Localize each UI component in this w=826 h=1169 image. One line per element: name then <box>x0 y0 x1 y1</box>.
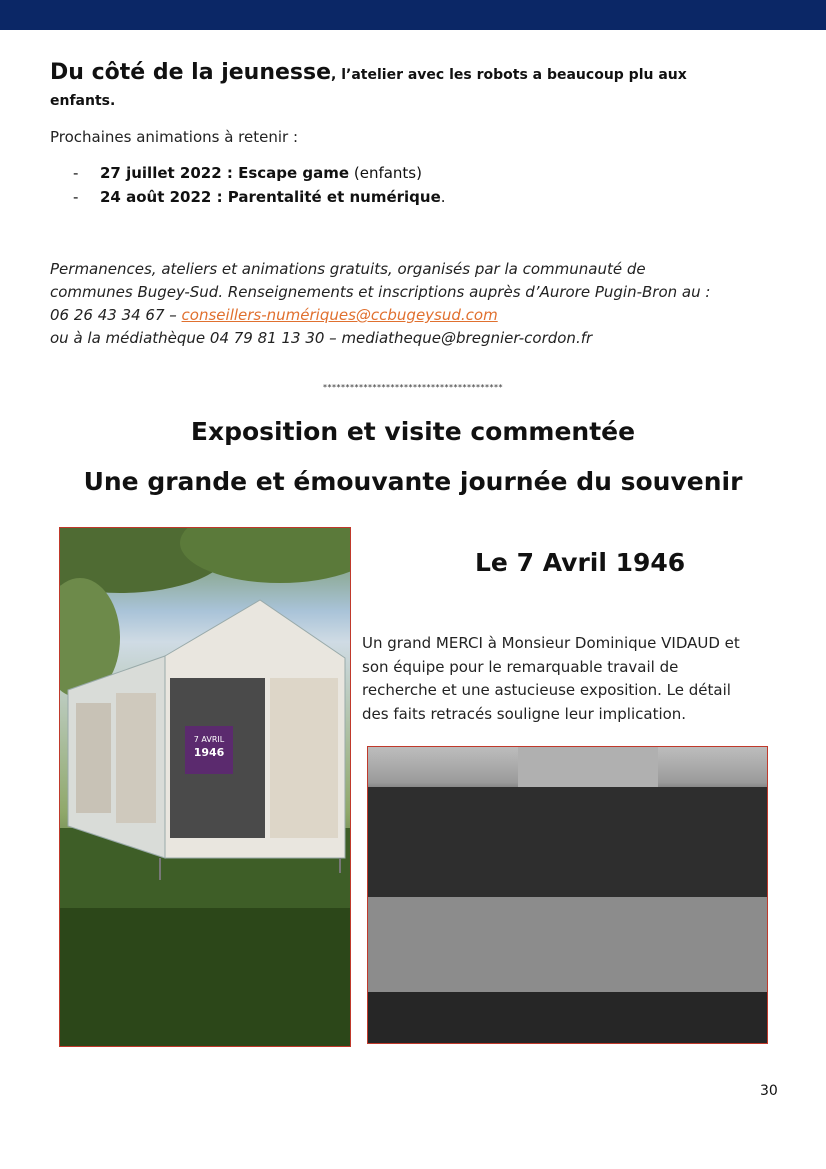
historical-photo <box>367 746 768 1044</box>
permanences-contact-line <box>50 304 790 327</box>
exhibit-panel-line2: 1946 <box>193 746 225 759</box>
permanences-line: ou à la médiathèque 04 79 81 13 30 – mediatheque@bregnier-cordon.fr <box>50 329 593 347</box>
event-date-title: 27 juillet 2022 : Escape game <box>100 164 350 182</box>
event-date-title: 24 août 2022 : Parentalité et numérique <box>100 188 441 206</box>
merci-line: Un grand MERCI à Monsieur Dominique VIDAUD et <box>362 634 740 652</box>
list-item <box>50 186 446 210</box>
exposition-date: Le 7 Avril 1946 <box>475 548 686 577</box>
list-item <box>50 162 446 186</box>
email-link[interactable]: conseillers-numériques@ccbugeysud.com <box>181 306 498 324</box>
upcoming-label: Prochaines animations à retenir : <box>50 128 299 146</box>
permanences-line: communes Bugey-Sud. Renseignements et inscriptions auprès d’Aurore Pugin-Bron au : <box>50 283 711 301</box>
events-list <box>50 162 446 210</box>
exposition-title: Exposition et visite commentée <box>190 417 636 446</box>
permanences-paragraph <box>50 258 790 350</box>
intro-heading <box>50 58 790 90</box>
list-dash: - <box>73 164 79 182</box>
merci-paragraph <box>362 632 782 726</box>
exhibit-panel-line1: 7 AVRIL <box>193 735 225 744</box>
intro-heading-rest: , l’atelier avec les robots a beaucoup plu aux <box>331 67 687 83</box>
list-dash: - <box>73 188 79 206</box>
phone-number: 06 26 43 34 67 – <box>50 306 182 324</box>
historical-photo-illustration <box>368 747 767 1043</box>
header-bar <box>0 0 826 30</box>
merci-line: des faits retracés souligne leur implication. <box>362 704 687 723</box>
event-note: (enfants) <box>349 164 422 182</box>
intro-heading-line2: enfants. <box>50 93 116 109</box>
merci-line: recherche et une astucieuse exposition. Le détail <box>362 681 731 699</box>
exhibition-photo-illustration <box>60 528 350 1046</box>
exhibition-photo <box>59 527 351 1047</box>
merci-line: son équipe pour le remarquable travail de <box>362 657 679 676</box>
exposition-subtitle: Une grande et émouvante journée du souvenir <box>83 467 743 496</box>
intro-heading-big: Du côté de la jeunesse <box>50 60 332 85</box>
page-number: 30 <box>760 1083 778 1099</box>
permanences-line: Permanences, ateliers et animations gratuits, organisés par la communauté de <box>50 260 646 278</box>
event-note: . <box>440 188 446 206</box>
separator: **************************************** <box>323 383 503 392</box>
